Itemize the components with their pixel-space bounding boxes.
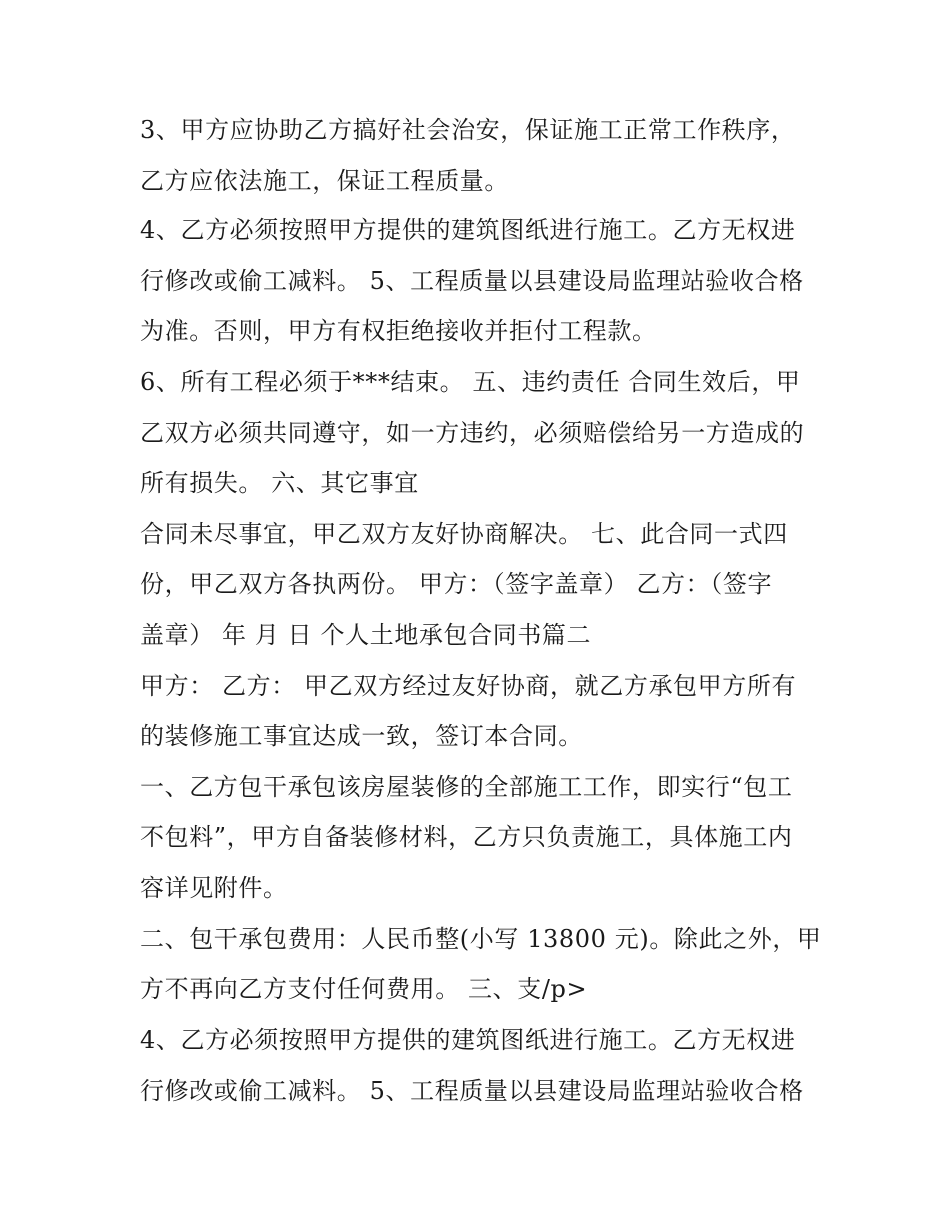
- text-line: 盖章） 年 月 日 个人土地承包合同书篇二: [140, 621, 592, 649]
- text-line: 乙双方必须共同遵守，如一方违约，必须赔偿给另一方造成的: [140, 419, 805, 447]
- text-line: 行修改或偷工减料。 5、工程质量以县建设局监理站验收合格: [140, 1077, 804, 1105]
- text-line: 6、所有工程必须于***结束。 五、违约责任 合同生效后，甲: [140, 368, 801, 396]
- text-line: 二、包干承包费用：人民币整(小写 13800 元)。除此之外，甲: [140, 925, 822, 953]
- text-line: 3、甲方应协助乙方搞好社会治安，保证施工正常工作秩序，: [140, 116, 796, 144]
- text-line: 4、乙方必须按照甲方提供的建筑图纸进行施工。乙方无权进: [140, 216, 796, 244]
- text-line: 4、乙方必须按照甲方提供的建筑图纸进行施工。乙方无权进: [140, 1026, 796, 1054]
- text-line: 行修改或偷工减料。 5、工程质量以县建设局监理站验收合格: [140, 267, 804, 295]
- text-line: 乙方应依法施工，保证工程质量。: [140, 167, 509, 195]
- text-line: 的装修施工事宜达成一致，签订本合同。: [140, 722, 583, 750]
- text-line: 不包料”，甲方自备装修材料，乙方只负责施工，具体施工内: [140, 823, 793, 851]
- text-line: 一、乙方包干承包该房屋装修的全部施工工作，即实行“包工: [140, 773, 793, 801]
- text-line: 所有损失。 六、其它事宜: [140, 469, 419, 497]
- text-line: 为准。否则，甲方有权拒绝接收并拒付工程款。: [140, 317, 657, 345]
- text-line: 合同未尽事宜，甲乙双方友好协商解决。 七、此合同一式四: [140, 520, 788, 548]
- text-line: 方不再向乙方支付任何费用。 三、支/p>: [140, 975, 588, 1003]
- text-line: 份，甲乙双方各执两份。 甲方：（签字盖章） 乙方：（签字: [140, 570, 773, 598]
- text-line: 容详见附件。: [140, 874, 288, 902]
- text-line: 甲方： 乙方： 甲乙双方经过友好协商，就乙方承包甲方所有: [140, 672, 797, 700]
